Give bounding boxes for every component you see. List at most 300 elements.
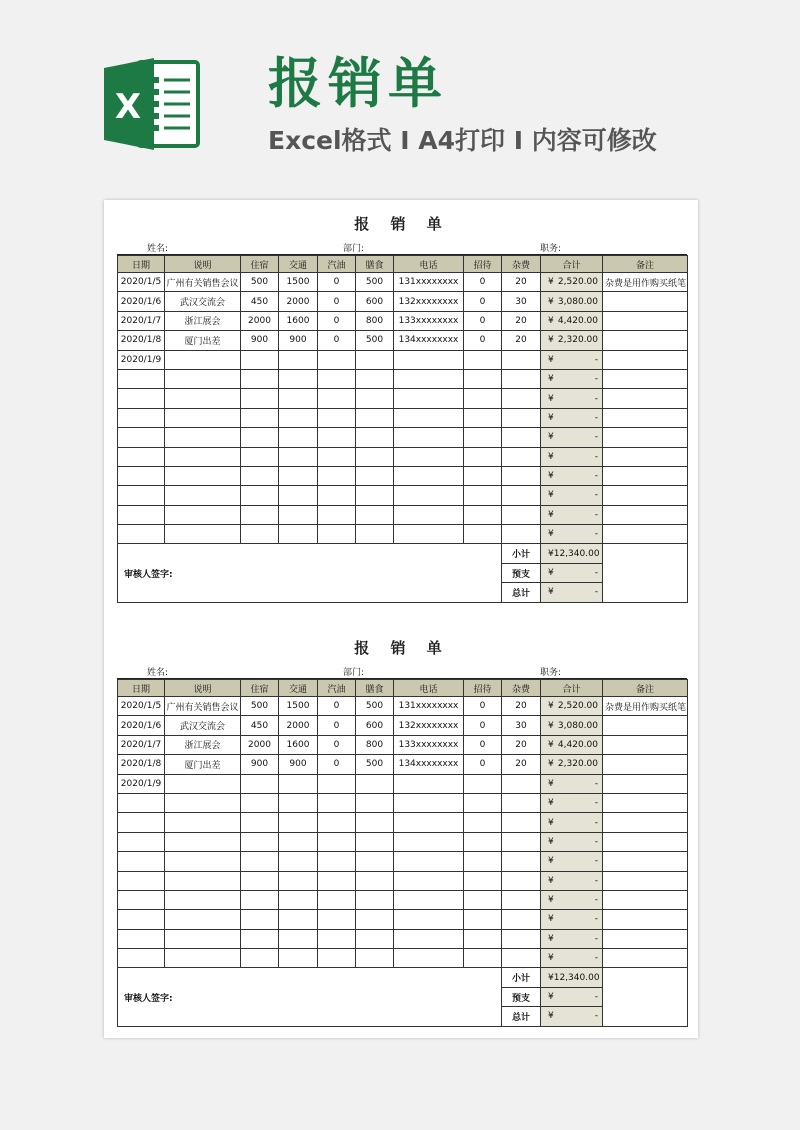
table-row	[118, 389, 688, 408]
table-cell	[394, 408, 464, 427]
table-cell: 2020/1/8	[118, 331, 165, 350]
table-cell	[118, 852, 165, 871]
table-cell	[165, 871, 241, 890]
table-cell	[502, 774, 541, 793]
table-cell	[165, 910, 241, 929]
summary-label: 小计	[502, 544, 541, 563]
table-header-row	[118, 256, 688, 273]
table-cell	[603, 447, 688, 466]
table-cell	[356, 852, 394, 871]
currency-symbol: ¥	[548, 992, 554, 1003]
row-total-cell	[541, 350, 603, 369]
table-cell	[502, 871, 541, 890]
table-cell	[318, 832, 356, 851]
table-cell	[318, 525, 356, 544]
column-header: 汽油	[318, 680, 356, 697]
table-cell: 500	[356, 331, 394, 350]
position-label: 职务:	[540, 668, 562, 678]
table-cell	[279, 389, 318, 408]
table-cell: 2000	[241, 311, 279, 330]
table-cell	[279, 408, 318, 427]
table-cell	[356, 350, 394, 369]
table-row	[118, 505, 688, 524]
table-cell: 600	[356, 292, 394, 311]
currency-symbol: ¥	[548, 856, 554, 867]
row-total-value: 3,080.00	[557, 720, 598, 731]
row-total-value: -	[594, 393, 598, 404]
currency-symbol: ¥	[548, 451, 554, 462]
currency-symbol: ¥	[548, 895, 554, 906]
table-cell: 133xxxxxxxx	[394, 735, 464, 754]
table-cell: 2020/1/7	[118, 735, 165, 754]
table-row	[118, 755, 688, 774]
table-cell	[118, 447, 165, 466]
table-cell	[279, 793, 318, 812]
table-cell: 0	[318, 716, 356, 735]
table-cell	[394, 832, 464, 851]
table-cell	[502, 428, 541, 447]
row-total-cell	[541, 389, 603, 408]
row-total-cell	[541, 331, 603, 350]
table-cell	[464, 389, 502, 408]
table-cell	[394, 949, 464, 968]
table-cell: 杂费是用作购买纸笔	[603, 697, 688, 716]
table-cell	[464, 813, 502, 832]
table-cell: 厦门出差	[165, 331, 241, 350]
table-cell	[318, 486, 356, 505]
table-cell: 500	[356, 273, 394, 292]
table-cell: 2020/1/5	[118, 273, 165, 292]
summary-label: 小计	[502, 968, 541, 987]
row-total-value: -	[594, 374, 598, 385]
row-total-value: -	[594, 933, 598, 944]
table-cell	[241, 774, 279, 793]
table-cell	[502, 486, 541, 505]
table-cell	[394, 525, 464, 544]
row-total-cell	[541, 505, 603, 524]
row-total-value: 4,420.00	[557, 739, 598, 750]
table-cell	[603, 832, 688, 851]
row-total-cell	[541, 871, 603, 890]
table-cell	[356, 832, 394, 851]
row-total-value: -	[594, 529, 598, 540]
currency-symbol: ¥	[548, 548, 554, 559]
table-cell	[502, 832, 541, 851]
signature-area: 审核人签字:	[118, 968, 502, 1026]
table-row	[118, 774, 688, 793]
row-total-cell	[541, 813, 603, 832]
table-cell: 600	[356, 716, 394, 735]
table-cell	[603, 331, 688, 350]
row-total-value: -	[594, 412, 598, 423]
table-cell	[603, 793, 688, 812]
row-total-cell	[541, 486, 603, 505]
table-cell	[394, 447, 464, 466]
table-cell	[118, 525, 165, 544]
table-cell: 1500	[279, 273, 318, 292]
table-cell	[394, 486, 464, 505]
table-cell: 20	[502, 735, 541, 754]
table-cell: 2000	[241, 735, 279, 754]
table-cell: 800	[356, 311, 394, 330]
column-header: 汽油	[318, 256, 356, 273]
table-cell	[165, 350, 241, 369]
table-row	[118, 331, 688, 350]
row-total-cell	[541, 369, 603, 388]
table-cell: 0	[318, 331, 356, 350]
table-row	[118, 949, 688, 968]
table-cell	[603, 292, 688, 311]
summary-value: -	[594, 1011, 598, 1022]
table-cell	[502, 813, 541, 832]
name-label: 姓名:	[147, 244, 169, 254]
table-cell: 450	[241, 716, 279, 735]
table-row	[118, 716, 688, 735]
table-cell: 2020/1/5	[118, 697, 165, 716]
table-cell	[603, 890, 688, 909]
table-cell: 2020/1/9	[118, 774, 165, 793]
currency-symbol: ¥	[548, 1011, 554, 1022]
form-info-row	[117, 664, 687, 679]
column-header: 杂费	[502, 680, 541, 697]
table-cell	[394, 428, 464, 447]
row-total-cell	[541, 890, 603, 909]
table-cell	[356, 505, 394, 524]
table-cell	[356, 793, 394, 812]
row-total-value: 2,320.00	[557, 335, 598, 346]
table-cell	[603, 813, 688, 832]
table-cell	[118, 832, 165, 851]
table-cell	[356, 369, 394, 388]
table-row	[118, 525, 688, 544]
summary-value-cell	[541, 583, 603, 602]
table-row	[118, 890, 688, 909]
column-header: 日期	[118, 256, 165, 273]
expense-form-2	[117, 632, 687, 1027]
column-header: 备注	[603, 680, 688, 697]
table-cell	[502, 505, 541, 524]
row-total-cell	[541, 311, 603, 330]
currency-symbol: ¥	[548, 759, 554, 770]
table-cell	[356, 949, 394, 968]
table-cell	[118, 505, 165, 524]
table-cell	[279, 910, 318, 929]
table-cell	[603, 910, 688, 929]
table-cell: 0	[464, 331, 502, 350]
table-cell	[464, 408, 502, 427]
table-cell	[464, 428, 502, 447]
currency-symbol: ¥	[548, 875, 554, 886]
table-cell	[318, 890, 356, 909]
column-header: 交通	[279, 680, 318, 697]
row-total-value: -	[594, 875, 598, 886]
table-cell	[279, 525, 318, 544]
column-header: 膳食	[356, 256, 394, 273]
table-cell	[165, 793, 241, 812]
table-cell: 1600	[279, 311, 318, 330]
row-total-value: 3,080.00	[557, 296, 598, 307]
table-cell: 0	[318, 292, 356, 311]
table-cell	[394, 890, 464, 909]
table-cell	[165, 929, 241, 948]
row-total-value: -	[594, 817, 598, 828]
row-total-value: -	[594, 856, 598, 867]
table-cell	[165, 428, 241, 447]
currency-symbol: ¥	[548, 568, 554, 579]
table-cell	[464, 525, 502, 544]
table-cell	[318, 466, 356, 485]
excel-icon-letter: X	[114, 87, 142, 127]
table-cell: 134xxxxxxxx	[394, 755, 464, 774]
row-total-value: -	[594, 432, 598, 443]
table-cell: 0	[464, 292, 502, 311]
row-total-cell	[541, 466, 603, 485]
row-total-cell	[541, 408, 603, 427]
table-cell	[318, 408, 356, 427]
table-cell	[502, 350, 541, 369]
table-cell: 131xxxxxxxx	[394, 697, 464, 716]
table-cell	[241, 871, 279, 890]
table-cell	[464, 929, 502, 948]
summary-value: 12,340.00	[553, 972, 600, 983]
table-cell	[241, 369, 279, 388]
row-total-cell	[541, 735, 603, 754]
table-cell	[356, 486, 394, 505]
table-cell	[394, 929, 464, 948]
currency-symbol: ¥	[548, 412, 554, 423]
table-cell	[464, 350, 502, 369]
table-cell	[165, 408, 241, 427]
column-header: 招待	[464, 256, 502, 273]
table-cell	[318, 793, 356, 812]
table-cell	[464, 466, 502, 485]
table-cell	[502, 369, 541, 388]
table-cell	[279, 774, 318, 793]
row-total-cell	[541, 716, 603, 735]
table-cell: 广州有关销售会议	[165, 697, 241, 716]
table-cell	[279, 350, 318, 369]
table-row	[118, 292, 688, 311]
table-cell	[118, 389, 165, 408]
table-cell	[279, 505, 318, 524]
expense-table	[117, 255, 688, 603]
table-cell	[318, 910, 356, 929]
column-header: 说明	[165, 256, 241, 273]
table-cell	[318, 350, 356, 369]
table-cell	[464, 369, 502, 388]
column-header: 合计	[541, 680, 603, 697]
table-cell: 2020/1/7	[118, 311, 165, 330]
table-cell	[464, 774, 502, 793]
row-total-value: -	[594, 914, 598, 925]
table-cell: 2020/1/9	[118, 350, 165, 369]
column-header: 招待	[464, 680, 502, 697]
table-cell	[118, 871, 165, 890]
table-row	[118, 408, 688, 427]
table-cell: 0	[464, 755, 502, 774]
column-header: 住宿	[241, 680, 279, 697]
table-cell	[603, 350, 688, 369]
table-cell	[502, 793, 541, 812]
table-cell: 900	[241, 331, 279, 350]
summary-value: -	[594, 568, 598, 579]
table-cell	[502, 525, 541, 544]
table-cell	[464, 832, 502, 851]
table-cell	[502, 929, 541, 948]
table-cell	[241, 408, 279, 427]
row-total-value: -	[594, 451, 598, 462]
row-total-value: -	[594, 490, 598, 501]
table-cell	[279, 890, 318, 909]
summary-label: 总计	[502, 1007, 541, 1026]
row-total-value: -	[594, 836, 598, 847]
table-cell	[279, 466, 318, 485]
table-cell: 900	[279, 755, 318, 774]
currency-symbol: ¥	[548, 315, 554, 326]
table-cell	[603, 311, 688, 330]
table-cell	[165, 486, 241, 505]
table-cell	[603, 929, 688, 948]
currency-symbol: ¥	[548, 798, 554, 809]
table-cell	[118, 890, 165, 909]
table-cell	[394, 910, 464, 929]
table-cell	[241, 832, 279, 851]
table-cell	[356, 929, 394, 948]
table-cell	[118, 910, 165, 929]
table-row	[118, 697, 688, 716]
summary-value-cell	[541, 1007, 603, 1026]
table-cell	[603, 369, 688, 388]
row-total-cell	[541, 910, 603, 929]
table-header-row	[118, 680, 688, 697]
table-cell	[241, 389, 279, 408]
summary-row	[118, 968, 688, 987]
row-total-cell	[541, 852, 603, 871]
signature-area: 审核人签字:	[118, 544, 502, 602]
row-total-cell	[541, 525, 603, 544]
table-cell	[165, 447, 241, 466]
table-cell	[165, 525, 241, 544]
summary-value: -	[594, 587, 598, 598]
table-cell	[603, 755, 688, 774]
row-total-cell	[541, 929, 603, 948]
table-row	[118, 311, 688, 330]
table-cell	[394, 774, 464, 793]
table-row	[118, 852, 688, 871]
table-cell	[318, 929, 356, 948]
column-header: 电话	[394, 680, 464, 697]
table-cell	[118, 813, 165, 832]
table-cell: 132xxxxxxxx	[394, 716, 464, 735]
table-row	[118, 273, 688, 292]
table-row	[118, 871, 688, 890]
table-cell	[464, 486, 502, 505]
table-row	[118, 486, 688, 505]
table-cell	[394, 505, 464, 524]
currency-symbol: ¥	[548, 720, 554, 731]
currency-symbol: ¥	[548, 490, 554, 501]
currency-symbol: ¥	[548, 933, 554, 944]
table-cell: 0	[464, 273, 502, 292]
table-cell	[279, 813, 318, 832]
table-cell	[279, 447, 318, 466]
table-cell	[318, 428, 356, 447]
currency-symbol: ¥	[548, 817, 554, 828]
form-title: 报 销 单	[354, 215, 450, 233]
currency-symbol: ¥	[548, 296, 554, 307]
table-cell: 0	[464, 735, 502, 754]
table-cell: 20	[502, 273, 541, 292]
table-cell: 0	[318, 311, 356, 330]
row-total-value: -	[594, 509, 598, 520]
summary-remark-cell	[603, 968, 688, 1026]
currency-symbol: ¥	[548, 471, 554, 482]
table-cell	[241, 813, 279, 832]
currency-symbol: ¥	[548, 393, 554, 404]
table-cell	[394, 852, 464, 871]
summary-value-cell	[541, 544, 603, 563]
table-cell	[279, 949, 318, 968]
summary-row	[118, 544, 688, 563]
table-cell: 0	[464, 311, 502, 330]
currency-symbol: ¥	[548, 432, 554, 443]
row-total-value: -	[594, 778, 598, 789]
table-cell	[603, 525, 688, 544]
table-cell: 1500	[279, 697, 318, 716]
summary-value: -	[594, 992, 598, 1003]
table-cell	[279, 369, 318, 388]
table-cell	[464, 793, 502, 812]
table-row	[118, 466, 688, 485]
currency-symbol: ¥	[548, 509, 554, 520]
table-cell: 20	[502, 331, 541, 350]
table-cell: 30	[502, 292, 541, 311]
table-cell	[502, 389, 541, 408]
row-total-value: -	[594, 798, 598, 809]
table-cell	[241, 793, 279, 812]
table-cell	[165, 466, 241, 485]
table-cell	[279, 929, 318, 948]
row-total-value: 2,520.00	[557, 701, 598, 712]
table-cell	[241, 350, 279, 369]
row-total-cell	[541, 755, 603, 774]
table-cell	[279, 852, 318, 871]
table-cell: 133xxxxxxxx	[394, 311, 464, 330]
table-cell	[118, 369, 165, 388]
table-cell	[118, 949, 165, 968]
table-cell	[356, 466, 394, 485]
row-total-cell	[541, 793, 603, 812]
summary-value: 12,340.00	[553, 548, 600, 559]
row-total-cell	[541, 949, 603, 968]
row-total-value: -	[594, 895, 598, 906]
expense-table	[117, 679, 688, 1027]
table-cell	[118, 466, 165, 485]
row-total-cell	[541, 774, 603, 793]
table-cell	[241, 447, 279, 466]
table-cell	[603, 716, 688, 735]
table-cell: 500	[356, 697, 394, 716]
table-cell	[318, 389, 356, 408]
column-header: 膳食	[356, 680, 394, 697]
row-total-value: 4,420.00	[557, 315, 598, 326]
summary-value-cell	[541, 968, 603, 987]
table-cell	[603, 389, 688, 408]
column-header: 电话	[394, 256, 464, 273]
table-cell: 30	[502, 716, 541, 735]
table-cell	[464, 852, 502, 871]
table-cell	[394, 871, 464, 890]
